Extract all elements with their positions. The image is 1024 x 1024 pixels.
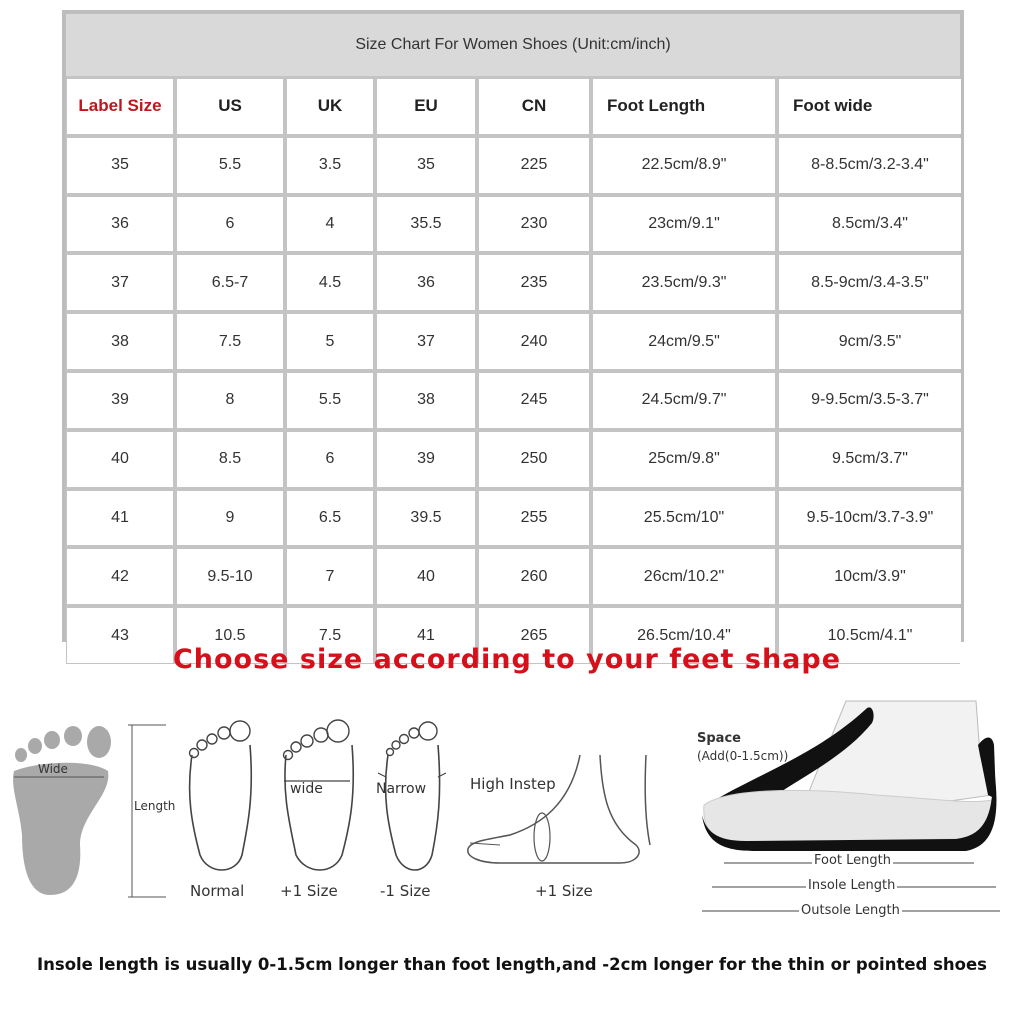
headline: Choose size according to your feet shape — [172, 644, 842, 675]
table-cell: 8.5-9cm/3.4-3.5" — [779, 255, 961, 310]
table-cell: 9.5-10cm/3.7-3.9" — [779, 491, 961, 546]
table-cell: 38 — [67, 314, 173, 369]
table-cell: 40 — [377, 549, 475, 604]
size-chart-grid — [66, 76, 960, 664]
header-cell: Foot wide — [779, 79, 961, 134]
table-cell: 7 — [287, 549, 373, 604]
insole-length-label: Insole Length — [808, 878, 896, 893]
table-cell: 6.5 — [287, 491, 373, 546]
table-cell: 39 — [377, 432, 475, 487]
table-cell: 4.5 — [287, 255, 373, 310]
size-chart-table — [62, 10, 964, 642]
size-chart-title: Size Chart For Women Shoes (Unit:cm/inch) — [66, 14, 960, 76]
table-cell: 35.5 — [377, 197, 475, 252]
table-cell: 7.5 — [177, 314, 283, 369]
table-cell: 9.5cm/3.7" — [779, 432, 961, 487]
table-cell: 39 — [67, 373, 173, 428]
header-cell: EU — [377, 79, 475, 134]
table-cell: 3.5 — [287, 138, 373, 193]
outsole-length-label: Outsole Length — [801, 903, 900, 918]
table-cell: 9-9.5cm/3.5-3.7" — [779, 373, 961, 428]
table-cell: 8.5cm/3.4" — [779, 197, 961, 252]
table-cell: 39.5 — [377, 491, 475, 546]
table-cell: 6.5-7 — [177, 255, 283, 310]
table-cell: 35 — [67, 138, 173, 193]
table-cell: 260 — [479, 549, 589, 604]
table-cell: 8.5 — [177, 432, 283, 487]
footprint-length-label: Length — [134, 799, 176, 813]
foot-length-label: Foot Length — [814, 853, 891, 868]
table-cell: 250 — [479, 432, 589, 487]
high-instep-caption: +1 Size — [535, 882, 593, 900]
table-cell: 10.5cm/4.1" — [779, 608, 961, 663]
table-cell: 41 — [377, 608, 475, 663]
table-cell: 10.5 — [177, 608, 283, 663]
foot-wide-caption: +1 Size — [280, 882, 338, 900]
foot-wide-label: wide — [290, 781, 323, 797]
table-cell: 9cm/3.5" — [779, 314, 961, 369]
table-cell: 36 — [377, 255, 475, 310]
table-cell: 9.5-10 — [177, 549, 283, 604]
table-cell: 8 — [177, 373, 283, 428]
table-cell: 22.5cm/8.9" — [593, 138, 775, 193]
table-cell: 40 — [67, 432, 173, 487]
table-cell: 255 — [479, 491, 589, 546]
table-cell: 9 — [177, 491, 283, 546]
table-cell: 230 — [479, 197, 589, 252]
table-cell: 25cm/9.8" — [593, 432, 775, 487]
shoe-space-sub-label: (Add(0-1.5cm)) — [697, 749, 789, 763]
table-cell: 265 — [479, 608, 589, 663]
table-cell: 7.5 — [287, 608, 373, 663]
table-cell: 24.5cm/9.7" — [593, 373, 775, 428]
table-cell: 37 — [377, 314, 475, 369]
table-cell: 235 — [479, 255, 589, 310]
table-cell: 4 — [287, 197, 373, 252]
table-cell: 37 — [67, 255, 173, 310]
table-cell: 8-8.5cm/3.2-3.4" — [779, 138, 961, 193]
table-cell: 240 — [479, 314, 589, 369]
table-cell: 5 — [287, 314, 373, 369]
table-cell: 36 — [67, 197, 173, 252]
header-cell: Label Size — [67, 79, 173, 134]
table-cell: 23.5cm/9.3" — [593, 255, 775, 310]
header-cell: CN — [479, 79, 589, 134]
foot-narrow-caption: -1 Size — [380, 882, 431, 900]
foot-narrow-label: Narrow — [376, 781, 427, 797]
shoe-space-label: Space — [697, 731, 741, 746]
table-cell: 41 — [67, 491, 173, 546]
table-cell: 23cm/9.1" — [593, 197, 775, 252]
header-cell: Foot Length — [593, 79, 775, 134]
table-cell: 24cm/9.5" — [593, 314, 775, 369]
table-cell: 43 — [67, 608, 173, 663]
table-cell: 5.5 — [177, 138, 283, 193]
table-cell: 6 — [177, 197, 283, 252]
foot-normal-icon — [178, 715, 258, 875]
foot-normal-caption: Normal — [190, 882, 245, 900]
table-cell: 26.5cm/10.4" — [593, 608, 775, 663]
table-cell: 26cm/10.2" — [593, 549, 775, 604]
footer-note: Insole length is usually 0-1.5cm longer than foot length,and -2cm longer for the thin or pointed shoes — [36, 955, 987, 974]
table-cell: 25.5cm/10" — [593, 491, 775, 546]
table-cell: 245 — [479, 373, 589, 428]
table-cell: 6 — [287, 432, 373, 487]
header-cell: UK — [287, 79, 373, 134]
header-cell: US — [177, 79, 283, 134]
table-cell: 225 — [479, 138, 589, 193]
table-cell: 10cm/3.9" — [779, 549, 961, 604]
footprint-wide-label: Wide — [38, 762, 68, 776]
table-cell: 35 — [377, 138, 475, 193]
table-cell: 38 — [377, 373, 475, 428]
table-cell: 42 — [67, 549, 173, 604]
table-cell: 5.5 — [287, 373, 373, 428]
high-instep-label: High Instep — [470, 775, 556, 793]
high-instep-icon — [460, 745, 660, 885]
